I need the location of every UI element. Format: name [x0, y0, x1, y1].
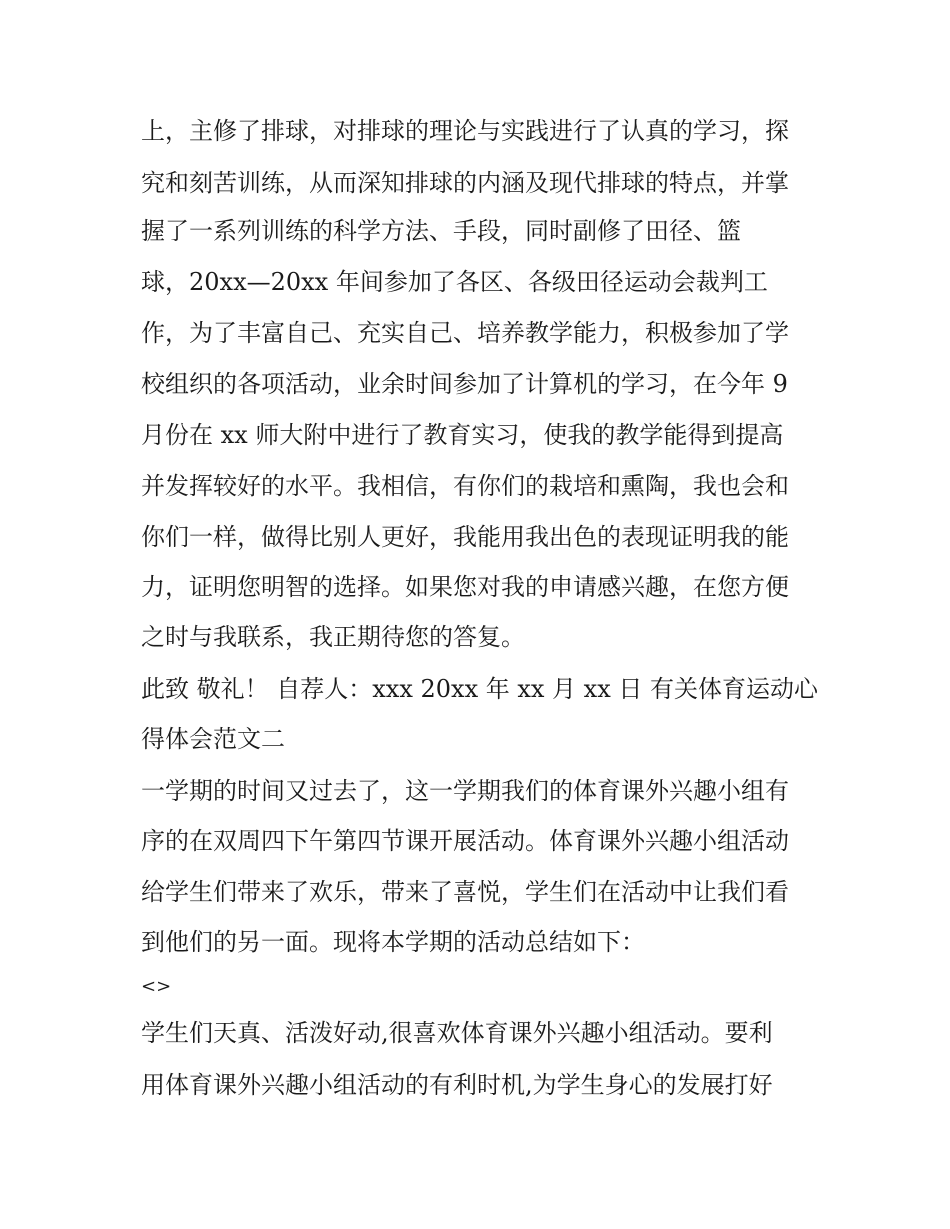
text-line-14: 一学期的时间又过去了，这一学期我们的体育课外兴趣小组有: [141, 777, 789, 805]
text-line-9: 你们一样，做得比别人更好，我能用我出色的表现证明我的能: [141, 523, 789, 551]
text-line-1: 上，主修了排球，对排球的理论与实践进行了认真的学习，探: [141, 117, 789, 145]
text-line-20: 用体育课外兴趣小组活动的有利时机,为学生身心的发展打好: [141, 1071, 773, 1099]
text-line-8: 并发挥较好的水平。我相信，有你们的栽培和熏陶，我也会和: [141, 472, 789, 500]
text-line-17: 到他们的另一面。现将本学期的活动总结如下：: [141, 928, 645, 956]
text-line-2: 究和刻苦训练，从而深知排球的内涵及现代排球的特点，并掌: [141, 169, 789, 197]
text-line-4: 球，20xx—20xx 年间参加了各区、各级田径运动会裁判工: [141, 268, 768, 296]
text-line-7: 月份在 xx 师大附中进行了教育实习，使我的教学能得到提高: [141, 421, 784, 449]
closing-line: 此致 敬礼！ 自荐人：xxx 20xx 年 xx 月 xx 日 有关体育运动心: [141, 675, 819, 703]
text-line-11: 之时与我联系，我正期待您的答复。: [141, 623, 525, 651]
text-line-6: 校组织的各项活动，业余时间参加了计算机的学习，在今年 9: [141, 370, 788, 398]
text-line-3: 握了一系列训练的科学方法、手段，同时副修了田径、篮: [141, 217, 741, 245]
bracket-marker: <>: [141, 976, 172, 997]
text-line-15: 序的在双周四下午第四节课开展活动。体育课外兴趣小组活动: [141, 827, 789, 855]
text-line-10: 力，证明您明智的选择。如果您对我的申请感兴趣，在您方便: [141, 573, 789, 601]
text-line-16: 给学生们带来了欢乐，带来了喜悦，学生们在活动中让我们看: [141, 878, 789, 906]
text-line-5: 作，为了丰富自己、充实自己、培养教学能力，积极参加了学: [141, 319, 789, 347]
section-heading: 得体会范文二: [141, 725, 285, 753]
text-line-19: 学生们天真、活泼好动,很喜欢体育课外兴趣小组活动。要利: [141, 1019, 773, 1047]
